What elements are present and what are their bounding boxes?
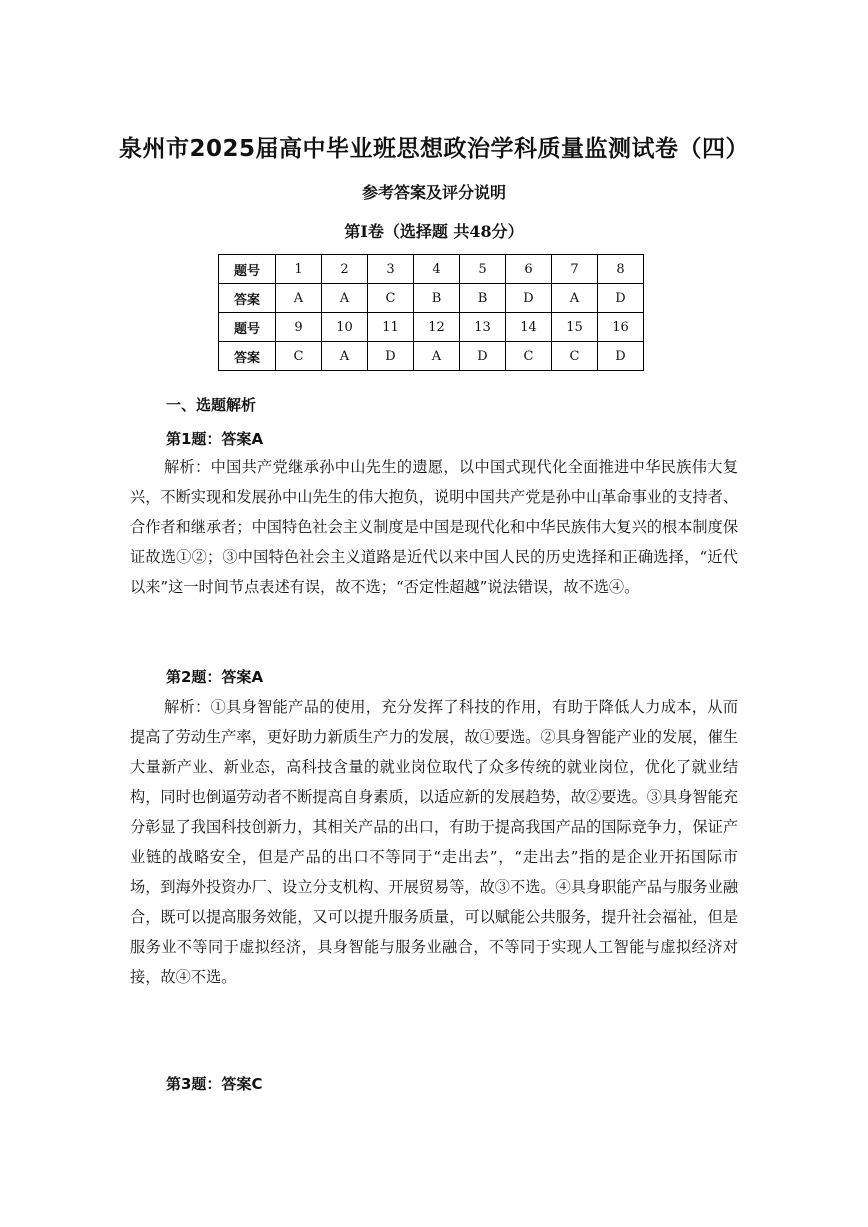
table-cell: 12 — [414, 313, 460, 342]
question-1-analysis: 解析：中国共产党继承孙中山先生的遗愿，以中国式现代化全面推进中华民族伟大复兴，不断实现和发展孙中山先生的伟大抱负，说明中国共产党是孙中山革命事业的支持者、合作者和继承者；中国特色社会主义制度是中国是现代化和中华民族伟大复兴的根本制度保证故选①②；③中国特色社会主义道路是近代以来中国人民的历史选择和正确选择，“近代以来”这一时间节点表述有误，故不选；“否定性超越”说法错误，故不选④。 — [130, 458, 738, 596]
table-row — [219, 342, 644, 371]
table-cell: A — [414, 342, 460, 371]
table-cell: C — [506, 342, 552, 371]
table-cell: C — [276, 342, 322, 371]
table-cell: 6 — [506, 255, 552, 284]
table-cell: D — [460, 342, 506, 371]
table-cell: 1 — [276, 255, 322, 284]
document-subtitle: 参考答案及评分说明 — [361, 183, 506, 202]
table-cell: 4 — [414, 255, 460, 284]
section-title: 第Ⅰ卷（选择题 共48分） — [344, 222, 524, 241]
question-1-heading: 第1题：答案A — [166, 430, 264, 448]
row-label: 答案 — [219, 342, 276, 371]
row-label: 答案 — [219, 284, 276, 313]
table-cell: 2 — [322, 255, 368, 284]
row-label: 题号 — [219, 313, 276, 342]
table-cell: 13 — [460, 313, 506, 342]
table-cell: 3 — [368, 255, 414, 284]
table-cell: D — [368, 342, 414, 371]
table-cell: B — [460, 284, 506, 313]
question-2-heading: 第2题：答案A — [166, 668, 264, 686]
table-cell: D — [506, 284, 552, 313]
table-row — [219, 255, 644, 284]
table-row — [219, 313, 644, 342]
table-cell: D — [598, 284, 644, 313]
heading-analysis: 一、选题解析 — [166, 396, 257, 414]
row-label: 题号 — [219, 255, 276, 284]
answer-table — [218, 254, 644, 371]
table-cell: A — [322, 342, 368, 371]
question-2-analysis: 解析：①具身智能产品的使用，充分发挥了科技的作用，有助于降低人力成本，从而提高了劳动生产率，更好助力新质生产力的发展，故①要选。②具身智能产业的发展，催生大量新产业、新业态，高科技含量的就业岗位取代了众多传统的就业岗位，优化了就业结构，同时也倒逼劳动者不断提高自身素质，以适应新的发展趋势，故②要选。③具身智能充分彰显了我国科技创新力，其相关产品的出口，有助于提高我国产品的国际竞争力，保证产业链的战略安全，但是产品的出口不等同于“走出去”，“走出去”指的是企业开拓国际市场，到海外投资办厂、设立分支机构、开展贸易等，故③不选。④具身职能产品与服务业融合，既可以提高服务效能，又可以提升服务质量，可以赋能公共服务，提升社会福祉，但是服务业不等同于虚拟经济，具身智能与服务业融合，不等同于实现人工智能与虚拟经济对接，故④不选。 — [130, 698, 738, 986]
table-cell: C — [368, 284, 414, 313]
table-cell: 9 — [276, 313, 322, 342]
table-cell: D — [598, 342, 644, 371]
table-cell: 5 — [460, 255, 506, 284]
table-cell: 14 — [506, 313, 552, 342]
table-cell: A — [276, 284, 322, 313]
table-cell: 16 — [598, 313, 644, 342]
table-cell: 8 — [598, 255, 644, 284]
table-cell: 7 — [552, 255, 598, 284]
question-3-heading: 第3题：答案C — [166, 1075, 263, 1093]
table-cell: A — [552, 284, 598, 313]
table-cell: B — [414, 284, 460, 313]
table-cell: 15 — [552, 313, 598, 342]
table-cell: C — [552, 342, 598, 371]
table-row — [219, 284, 644, 313]
table-cell: A — [322, 284, 368, 313]
document-title: 泉州市2025届高中毕业班思想政治学科质量监测试卷（四） — [118, 136, 749, 162]
table-cell: 10 — [322, 313, 368, 342]
table-cell: 11 — [368, 313, 414, 342]
